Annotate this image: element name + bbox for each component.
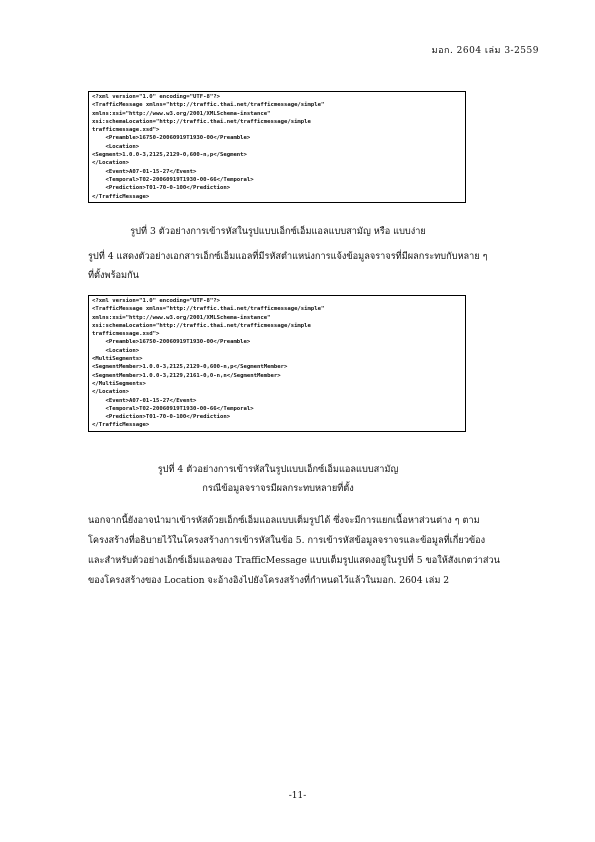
intro-paragraph	[88, 247, 488, 285]
code-line: <Preamble>16750-20060919T1930-00</Preamble>	[92, 135, 251, 142]
code-line: </MultiSegments>	[92, 380, 146, 387]
paragraph-line: และสำหรับตัวอย่างเอ็กซ์เอ็มแอลของ TrafficMessage แบบเต็มรูปแสดงอยู่ในรูปที่ 5 ขอให้สังเกตว่าส่วน	[88, 555, 500, 566]
code-line: <SegmentMember>1.0.0-3,2129,2161-0,0-n,n</SegmentMember>	[92, 372, 281, 379]
code-line: <SegmentMember>1.0.0-3,2125,2129-0,600-n,p</SegmentMember>	[92, 364, 288, 371]
xml-code-box-figure-3	[88, 91, 466, 203]
code-line: xmlns:xsi="http://www.w3.org/2001/XMLSchema-instance"	[92, 110, 271, 117]
figure-3-caption: รูปที่ 3 ตัวอย่างการเข้ารหัสในรูปแบบเอ็กซ์เอ็มแอลแบบสามัญ หรือ แบบง่าย	[130, 226, 426, 237]
code-line: <Preamble>16750-20060919T1930-00</Preamble>	[92, 339, 251, 346]
code-line: <MultiSegments>	[92, 356, 143, 363]
body-paragraph	[88, 511, 500, 591]
caption-line: กรณีข้อมูลจราจรมีผลกระทบหลายที่ตั้ง	[202, 483, 354, 494]
code-line: <Event>A07-01-15-27</Event>	[92, 168, 197, 175]
paragraph-line: ที่ตั้งพร้อมกัน	[88, 270, 139, 281]
code-line: xsi:schemaLocation="http://traffic.thai.net/trafficmessage/simple	[92, 322, 311, 329]
code-line: </Location>	[92, 160, 130, 167]
caption-line: รูปที่ 4 ตัวอย่างการเข้ารหัสในรูปแบบเอ็กซ์เอ็มแอลแบบสามัญ	[157, 464, 399, 475]
code-line: </TrafficMessage>	[92, 422, 150, 429]
code-line: <Temporal>T02-20060919T1930-00-66</Temporal>	[92, 405, 254, 412]
paragraph-line: รูปที่ 4 แสดงตัวอย่างเอกสารเอ็กซ์เอ็มแอลที่มีรหัสตำแหน่งการแจ้งข้อมูลจราจรที่มีผลกระทบกับหลาย ๆ	[88, 251, 488, 262]
code-line: <TrafficMessage xmlns="http://traffic.thai.net/trafficmessage/simple"	[92, 306, 325, 313]
paragraph-line: นอกจากนี้ยังอาจนำมาเข้ารหัสด้วยเอ็กซ์เอ็มแอลแบบเต็มรูปได้ ซึ่งจะมีการแยกเนื้อหาส่วนต่าง ๆ ตาม	[88, 515, 480, 526]
page-header: มอก. 2604 เล่ม 3-2559	[431, 46, 539, 56]
code-line: <Location>	[92, 143, 140, 150]
code-line: <?xml version="1.0" encoding="UTF-8"?>	[92, 298, 220, 304]
code-line: trafficmessage.xsd">	[92, 331, 160, 338]
code-line: <Prediction>T01-70-0-100</Prediction>	[92, 414, 231, 421]
code-line: </Location>	[92, 389, 130, 396]
code-line: xmlns:xsi="http://www.w3.org/2001/XMLSchema-instance"	[92, 314, 271, 321]
paragraph-line: โครงสร้างที่อธิบายไว้ในโครงสร้างการเข้ารหัสในข้อ 5. การเข้ารหัสข้อมูลจราจรและข้อมูลที่เกี่ยวข้อง	[88, 535, 486, 546]
code-line: <TrafficMessage xmlns="http://traffic.thai.net/trafficmessage/simple"	[92, 102, 325, 109]
code-line: <Prediction>T01-70-0-100</Prediction>	[92, 185, 231, 192]
code-line: <Location>	[92, 347, 140, 354]
code-line: <Temporal>T02-20060919T1930-00-66</Temporal>	[92, 176, 254, 183]
code-line: </TrafficMessage>	[92, 193, 150, 200]
page-number: -11-	[288, 791, 307, 801]
code-line: trafficmessage.xsd">	[92, 127, 160, 134]
figure-4-caption	[88, 460, 468, 498]
code-line: <?xml version="1.0" encoding="UTF-8"?>	[92, 94, 220, 100]
code-line: <Event>A07-01-15-27</Event>	[92, 397, 197, 404]
code-line: <Segment>1.0.0-3,2125,2129-0,600-n,p</Segment>	[92, 152, 247, 159]
paragraph-line: ของโครงสร้างของ Location จะอ้างอิงไปยังโครงสร้างที่กำหนดไว้แล้วในมอก. 2604 เล่ม 2	[88, 575, 450, 586]
xml-code-box-figure-4	[88, 295, 466, 432]
code-line: xsi:schemaLocation="http://traffic.thai.net/trafficmessage/simple	[92, 118, 311, 125]
